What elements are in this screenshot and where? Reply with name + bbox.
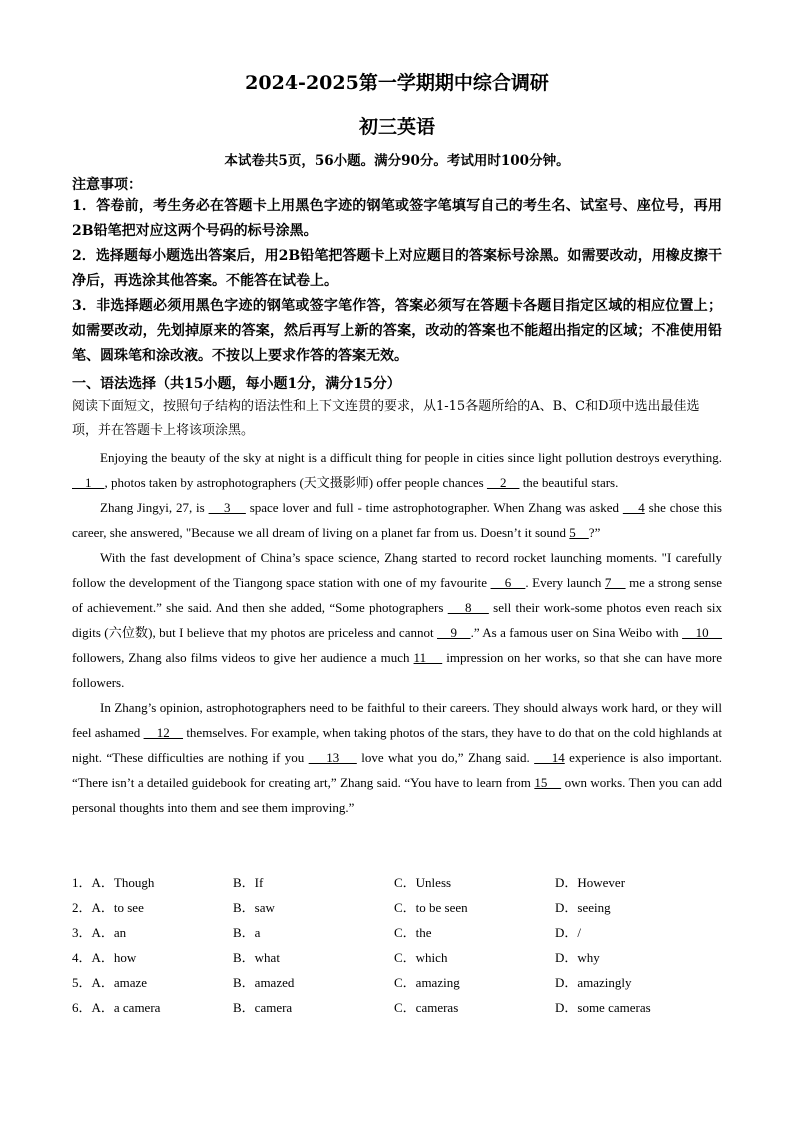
blank-3: 3: [208, 500, 246, 515]
option-a: 4．A．how: [72, 950, 137, 965]
text: followers, Zhang also films videos to give her audience a much: [72, 650, 414, 665]
text: .” As a famous user on Sina Weibo with: [470, 625, 683, 640]
option-b: B．amazed: [233, 975, 295, 990]
option-a: 1．A．Though: [72, 875, 155, 890]
blank-14: 14: [534, 750, 565, 765]
subject-title: 初三英语: [358, 116, 435, 138]
option-b: B．If: [233, 875, 264, 890]
blank-7: 7: [604, 575, 626, 590]
exam-title: 2024-2025第一学期期中综合调研: [245, 72, 549, 94]
paragraph-3: [72, 545, 722, 695]
option-a: 5．A．amaze: [72, 975, 148, 990]
text: own works. Then you can add personal thoughts into them and see them improving.”: [72, 775, 722, 815]
option-c: C．to be seen: [394, 900, 468, 915]
note-item: 3．非选择题必须用黑色字迹的钢笔或签字笔作答，答案必须写在答题卡各题目指定区域的相应位置上；如需要改动，先划掉原来的答案，然后再写上新的答案，改动的答案也不能超出指定的区域；不准使用铅笔、圆珠笔和涂改液。不按以上要求作答的答案无效。: [72, 298, 722, 364]
option-b: B．saw: [233, 900, 275, 915]
options-list: [72, 869, 722, 1019]
option-b: B．what: [233, 950, 280, 965]
option-c: C．cameras: [394, 1000, 459, 1015]
text: . Every launch: [525, 575, 605, 590]
blank-1: 1: [72, 475, 105, 490]
paragraph-2: [72, 495, 722, 545]
text: she chose this career, she answered, "Because we all dream of living on a planet far from us. Doesn’t it sound: [72, 500, 722, 540]
text: impression on her works, so that she can have more followers.: [72, 650, 722, 690]
option-d: D．seeing: [555, 900, 611, 915]
option-row: [72, 994, 722, 1019]
blank-10: 10: [682, 625, 723, 640]
exam-info: 本试卷共5页，56小题。满分90分。考试用时100分钟。: [224, 153, 570, 169]
text: space lover and full - time astrophotographer. When Zhang was asked: [245, 500, 623, 515]
option-row: [72, 869, 722, 894]
option-c: C．the: [394, 925, 432, 940]
text: With the fast development of China’s space science, Zhang started to record rocket launching moments. "I carefully follow the development of the Tiangong space station with one of my favourite: [72, 550, 722, 590]
option-d: D．However: [555, 875, 626, 890]
option-d: D．some cameras: [555, 1000, 651, 1015]
blank-4: 4: [622, 500, 645, 515]
option-b: B．a: [233, 925, 261, 940]
text: me a strong sense of achievement.” she said. And then she added, “Some photographers: [72, 575, 723, 615]
option-a: 2．A．to see: [72, 900, 144, 915]
notes-heading: 注意事项：: [72, 177, 142, 193]
option-row: [72, 944, 722, 969]
text: ?”: [588, 525, 601, 540]
text: In Zhang’s opinion, astrophotographers need to be faithful to their careers. They should always work hard, or they will feel ashamed: [72, 700, 722, 740]
blank-5: 5: [569, 525, 589, 540]
blank-11: 11: [413, 650, 443, 665]
text: Enjoying the beauty of the sky at night is a difficult thing for people in cities since light pollution destroys everything.: [100, 450, 722, 465]
note-item: 2．选择题每小题选出答案后，用2B铅笔把答题卡上对应题目的答案标号涂黑。如需要改动，用橡皮擦干净后，再选涂其他答案。不能答在试卷上。: [72, 248, 722, 289]
text: themselves. For example, when taking photos of the stars, they have to do that on the cold highlands at night. “These difficulties are nothing if you: [72, 725, 722, 765]
reading-passage: [72, 445, 722, 820]
notes-list: [72, 194, 722, 369]
note-item: 1．答卷前，考生务必在答题卡上用黑色字迹的钢笔或签字笔填写自己的考生名、试室号、座位号，再用2B铅笔把对应这两个号码的标号涂黑。: [72, 198, 722, 239]
blank-15: 15: [534, 775, 562, 790]
text: , photos taken by astrophotographers (天文摄影师) offer people chances: [104, 475, 487, 490]
option-c: C．Unless: [394, 875, 452, 890]
blank-6: 6: [490, 575, 526, 590]
option-d: D．amazingly: [555, 975, 632, 990]
text: experience is also important. “There isn’t a detailed guidebook for creating art,” Zhang said. “You have to learn from: [72, 750, 723, 790]
option-d: D．why: [555, 950, 600, 965]
option-b: B．camera: [233, 1000, 293, 1015]
option-row: [72, 919, 722, 944]
paragraph-4: [72, 695, 722, 820]
paragraph-1: [72, 445, 722, 495]
text: love what you do,” Zhang said.: [356, 750, 535, 765]
text: sell their work-some photos even reach six digits (六位数), but I believe that my photos are priceless and cannot: [72, 600, 723, 640]
blank-8: 8: [447, 600, 489, 615]
option-a: 6．A．a camera: [72, 1000, 161, 1015]
section-instruction: 阅读下面短文，按照句子结构的语法性和上下文连贯的要求，从1-15各题所给的A、B、C和D项中选出最佳选项，并在答题卡上将该项涂黑。: [72, 399, 700, 438]
option-c: C．amazing: [394, 975, 460, 990]
option-row: [72, 894, 722, 919]
blank-2: 2: [486, 475, 520, 490]
option-a: 3．A．an: [72, 925, 127, 940]
blank-9: 9: [436, 625, 471, 640]
text: Zhang Jingyi, 27, is: [100, 500, 209, 515]
blank-13: 13: [308, 750, 357, 765]
section-title: 一、语法选择（共15小题，每小题1分，满分15分）: [72, 376, 401, 392]
option-row: [72, 969, 722, 994]
option-c: C．which: [394, 950, 448, 965]
text: the beautiful stars.: [519, 475, 619, 490]
blank-12: 12: [143, 725, 184, 740]
option-d: D．/: [555, 925, 582, 940]
